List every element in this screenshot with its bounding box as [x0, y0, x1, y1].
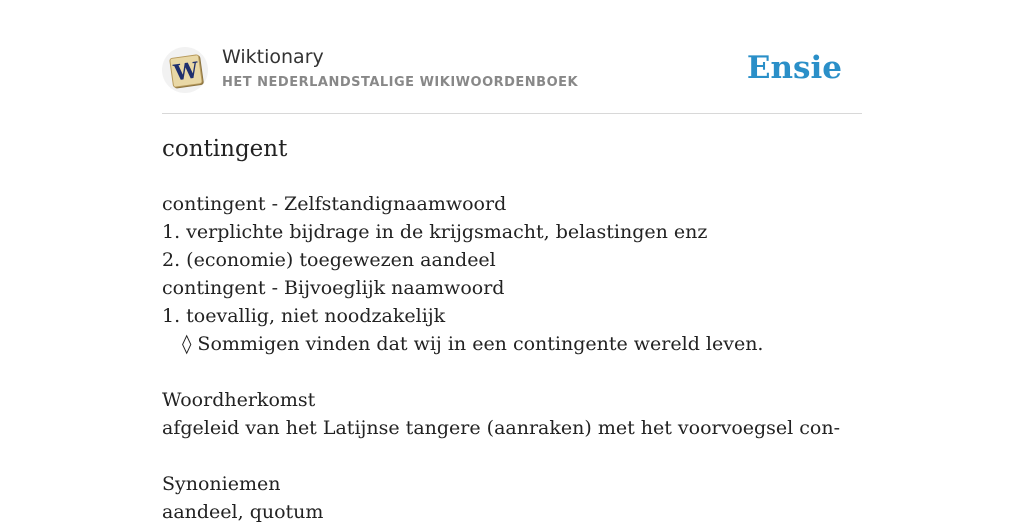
site-subtitle: HET NEDERLANDSTALIGE WIKIWOORDENBOEK [222, 75, 579, 90]
adjective-example: ◊ Sommigen vinden dat wij in een contingente wereld leven. [182, 333, 764, 355]
etymology-text: afgeleid van het Latijnse tangere (aanraken) met het voorvoegsel con- [162, 417, 841, 439]
page-title: contingent [162, 136, 288, 162]
spacer [162, 358, 862, 386]
ensie-brand-link[interactable]: Ensie [746, 50, 842, 86]
site-name[interactable]: Wiktionary [222, 46, 324, 68]
synonyms-text: aandeel, quotum [162, 501, 324, 523]
adjective-heading: contingent - Bijvoeglijk naamwoord [162, 277, 505, 299]
site-header [162, 44, 862, 114]
noun-definition-1: 1. verplichte bijdrage in de krijgsmacht, belastingen enz [162, 221, 708, 243]
wiktionary-logo-icon[interactable] [162, 47, 208, 93]
etymology-heading: Woordherkomst [162, 389, 316, 411]
synonyms-heading: Synoniemen [162, 473, 281, 495]
entry-content [162, 190, 862, 526]
adjective-definition-1: 1. toevallig, niet noodzakelijk [162, 305, 446, 327]
logo-letter: W [172, 57, 201, 87]
spacer [162, 442, 862, 470]
noun-heading: contingent - Zelfstandignaamwoord [162, 193, 507, 215]
noun-definition-2: 2. (economie) toegewezen aandeel [162, 249, 496, 271]
logo-tile [169, 54, 203, 88]
